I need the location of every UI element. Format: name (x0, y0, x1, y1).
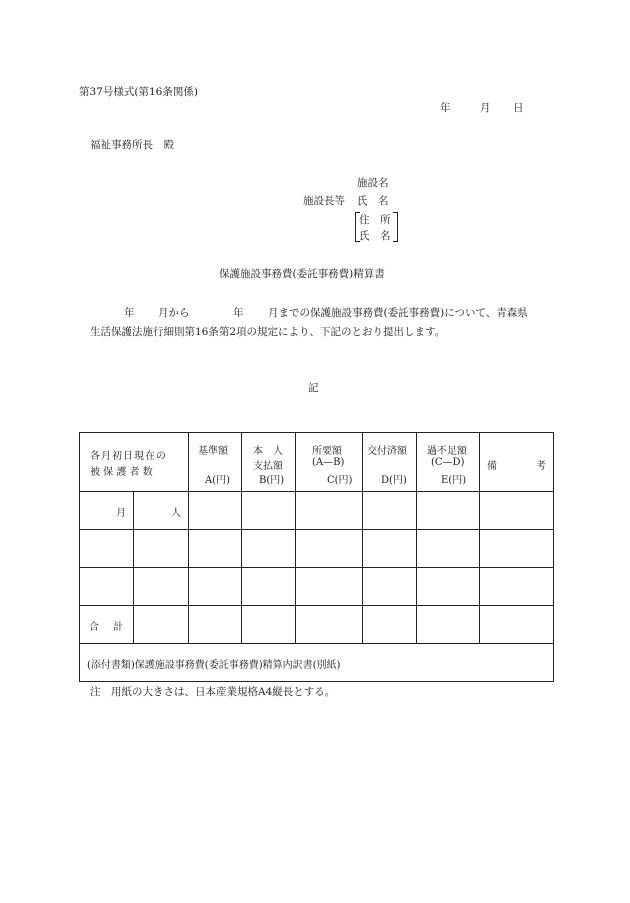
table-cell (363, 606, 417, 644)
body-year-1: 年 (124, 307, 135, 319)
header-count-line2: 被 保 護 者 数 (90, 467, 153, 478)
total-label-2: 計 (113, 622, 123, 633)
header-base-label: 基準額 (198, 446, 228, 457)
date-day: 日 (513, 102, 524, 114)
header-paid-unit: D(円) (381, 475, 407, 486)
date-year: 年 (440, 102, 451, 114)
table-cell (296, 492, 363, 530)
header-remark-1: 備 (487, 461, 497, 472)
addressee: 福祉事務所長 殿 (90, 139, 174, 151)
header-count-line1: 各月初日現在の (90, 451, 167, 462)
form-id: 第37号様式(第16条関係) (79, 86, 198, 98)
footnote: 注 用紙の大きさは、日本産業規格A4縦長とする。 (90, 686, 336, 698)
body-year-2: 年 (233, 307, 244, 319)
table-cell (296, 606, 363, 644)
header-required-amount (296, 433, 363, 492)
table-cell (134, 606, 189, 644)
table-cell (417, 606, 480, 644)
header-diff-unit: E(円) (441, 475, 467, 486)
cell-attachment (80, 644, 554, 682)
header-self-line1: 本 人 (253, 446, 283, 457)
table-cell (480, 492, 554, 530)
table-cell (189, 530, 242, 568)
cell-month (80, 492, 134, 530)
header-remark-2: 考 (536, 461, 546, 472)
name-label: 氏 名 (357, 195, 389, 207)
header-req-line2: (A—B) (312, 457, 345, 468)
table-cell (417, 492, 480, 530)
document-title: 保護施設事務費(委託事務費)精算書 (219, 268, 385, 280)
header-paid-amount (363, 433, 417, 492)
table-cell (242, 568, 296, 606)
table-row-attachment (80, 644, 554, 682)
facility-label: 施設名 (357, 177, 389, 189)
header-difference (417, 433, 480, 492)
bracket-right (393, 212, 398, 242)
table-cell (80, 568, 134, 606)
table-cell (363, 568, 417, 606)
header-diff-line2: (C—D) (431, 457, 465, 468)
body-line2: 生活保護法施行細則第16条第2項の規定により、下記のとおり提出します。 (90, 326, 446, 338)
header-diff-line1: 過不足額 (427, 446, 467, 457)
table-cell (134, 530, 189, 568)
table-cell (80, 530, 134, 568)
table-cell (242, 606, 296, 644)
settlement-table (79, 432, 554, 682)
table-cell (296, 530, 363, 568)
header-paid-label: 交付済額 (367, 446, 407, 457)
header-base-amount (189, 433, 242, 492)
table-cell (363, 530, 417, 568)
header-req-unit: C(円) (327, 475, 353, 486)
table-cell (480, 606, 554, 644)
table-cell (134, 568, 189, 606)
table-row (80, 530, 554, 568)
table-cell (296, 568, 363, 606)
cell-total-label (80, 606, 134, 644)
body-month-1: 月から (158, 307, 190, 319)
head-label: 施設長等 (303, 195, 345, 207)
header-recipient-count (80, 433, 189, 492)
header-self-payment (242, 433, 296, 492)
table-cell (417, 530, 480, 568)
table-row-total (80, 606, 554, 644)
body-line1-rest: 月までの保護施設事務費(委託事務費)について、青森県 (268, 307, 528, 319)
name-label-2: 氏 名 (359, 230, 391, 242)
row-person-label: 人 (171, 508, 181, 519)
header-req-line1: 所要額 (312, 446, 342, 457)
table-cell (189, 606, 242, 644)
table-cell (189, 568, 242, 606)
address-label: 住 所 (359, 214, 391, 226)
table-cell (417, 568, 480, 606)
header-remarks (480, 433, 554, 492)
table-cell (480, 530, 554, 568)
header-self-unit: B(円) (259, 475, 285, 486)
table-row (80, 492, 554, 530)
table-cell (363, 492, 417, 530)
row-month-label: 月 (116, 508, 126, 519)
attachment-text: (添付書類)保護施設事務費(委託事務費)精算内訳書(別紙) (87, 660, 341, 671)
table-cell (242, 492, 296, 530)
date-month: 月 (480, 102, 491, 114)
total-label-1: 合 (89, 622, 99, 633)
table-row (80, 568, 554, 606)
cell-persons (134, 492, 189, 530)
header-self-line2: 支払額 (253, 461, 283, 472)
header-base-unit: A(円) (205, 475, 231, 486)
table-cell (189, 492, 242, 530)
table-cell (480, 568, 554, 606)
table-cell (242, 530, 296, 568)
ki-heading: 記 (308, 382, 319, 394)
